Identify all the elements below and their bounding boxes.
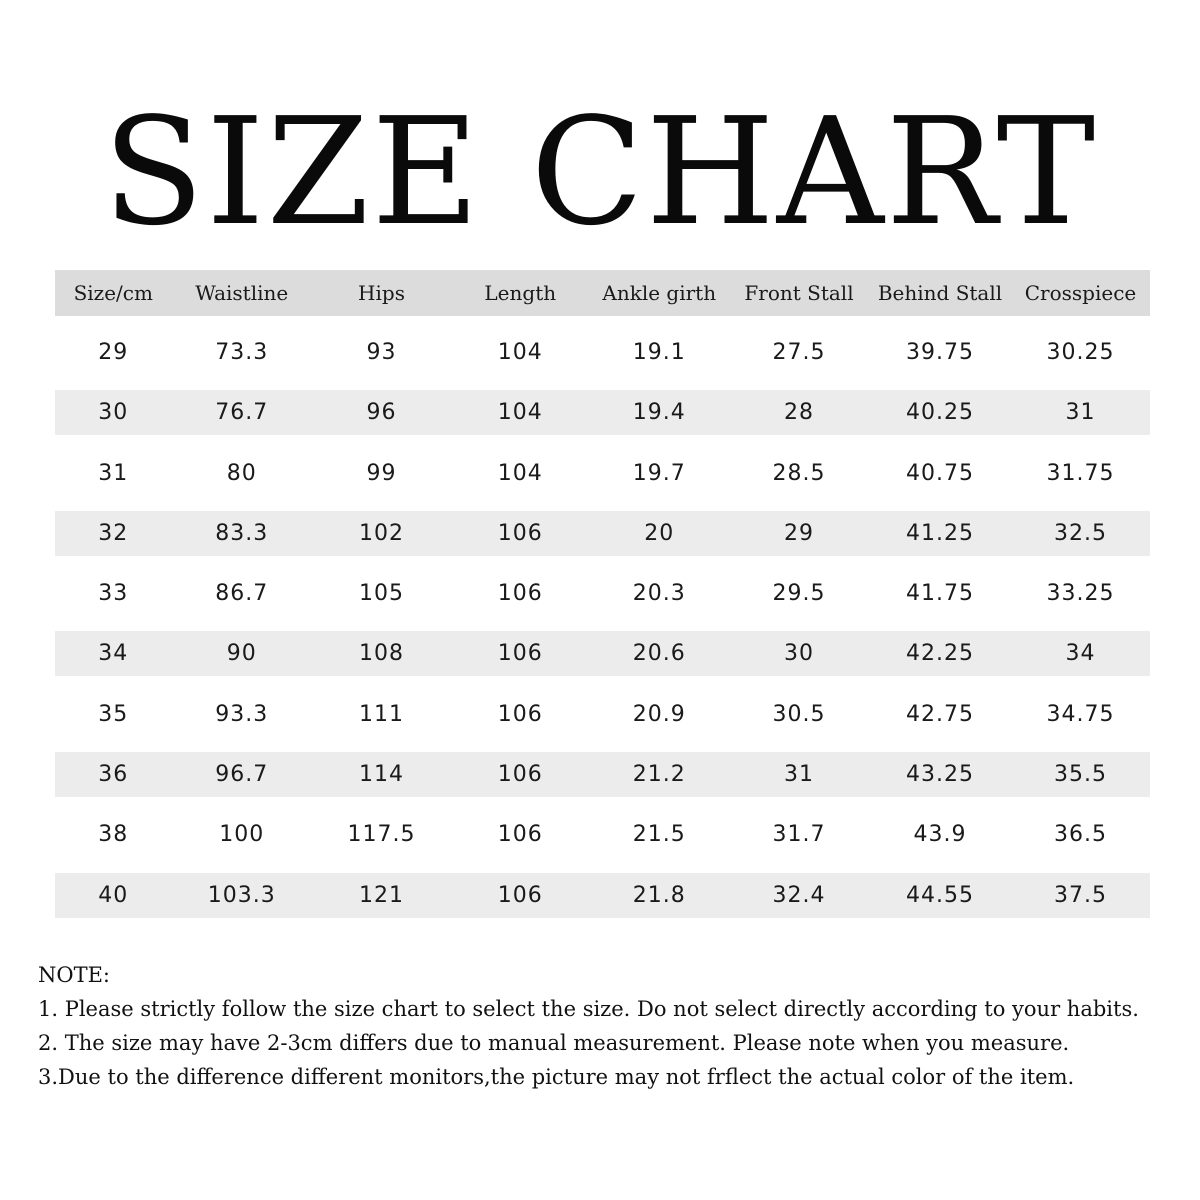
table-body (55, 330, 1150, 918)
table-cell: 106 (497, 581, 543, 607)
table-cell: 31.7 (772, 822, 826, 848)
table-cell: 30.25 (1046, 340, 1115, 365)
notes-heading: NOTE: (38, 963, 111, 987)
table-row (55, 330, 1150, 375)
table-cell: 35.5 (1054, 762, 1107, 788)
note-line-2: 2. The size may have 2-3cm differs due to manual measurement. Please note when you measure. (38, 1031, 1070, 1055)
table-cell: 96 (366, 400, 397, 426)
table-cell: 39.75 (906, 340, 974, 365)
table-cell: 28 (784, 400, 814, 426)
table-cell: 29 (98, 340, 129, 365)
table-cell: 43.25 (906, 762, 974, 788)
table-cell: 31 (98, 460, 129, 486)
table-cell: 105 (359, 581, 404, 607)
table-cell: 34 (98, 641, 129, 667)
table-cell: 104 (497, 460, 543, 486)
table-cell: 35 (98, 701, 129, 727)
table-cell: 36.5 (1054, 822, 1107, 848)
table-cell: 42.25 (906, 641, 974, 667)
table-cell: 106 (497, 822, 543, 848)
table-row (55, 631, 1150, 676)
table-cell: 20 (644, 520, 675, 546)
table-cell: 21.5 (632, 822, 686, 848)
table-cell: 28.5 (772, 460, 826, 486)
column-header: Size/cm (73, 281, 153, 305)
table-cell: 103.3 (207, 882, 276, 908)
table-cell: 106 (497, 520, 543, 546)
table-cell: 106 (497, 882, 543, 908)
table-cell: 41.25 (906, 520, 974, 546)
table-cell: 76.7 (215, 400, 269, 426)
table-cell: 104 (497, 340, 543, 365)
column-header: Hips (358, 281, 405, 305)
note-line-1: 1. Please strictly follow the size chart to select the size. Do not select directly according to your habits. (38, 997, 1139, 1021)
table-cell: 32 (98, 520, 129, 546)
table-cell: 96.7 (215, 762, 269, 788)
table-cell: 90 (226, 641, 257, 667)
table-cell: 86.7 (215, 581, 269, 607)
table-cell: 27.5 (772, 340, 826, 365)
table-cell: 32.5 (1054, 520, 1107, 546)
table-cell: 83.3 (215, 520, 269, 546)
table-cell: 106 (497, 701, 543, 727)
table-cell: 80 (226, 460, 257, 486)
note-line-3: 3.Due to the difference different monitors,the picture may not frflect the actual color of the item. (38, 1065, 1075, 1089)
table-cell: 106 (497, 641, 543, 667)
page-title: SIZE CHART (102, 86, 1098, 258)
table-cell: 34.75 (1046, 701, 1115, 727)
table-cell: 40.75 (906, 460, 974, 486)
table-cell: 20.9 (632, 701, 686, 727)
table-cell: 21.8 (632, 882, 686, 908)
table-row (55, 873, 1150, 918)
table-cell: 106 (497, 762, 543, 788)
table-cell: 93 (366, 340, 397, 365)
table-cell: 29 (784, 520, 814, 546)
table-cell: 36 (98, 762, 129, 788)
table-cell: 21.2 (632, 762, 686, 788)
table-cell: 31 (784, 762, 814, 788)
table-cell: 30.5 (772, 701, 826, 727)
table-cell: 31 (1065, 400, 1096, 426)
table-cell: 41.75 (906, 581, 974, 607)
table-cell: 114 (359, 762, 404, 788)
table-cell: 34 (1065, 641, 1096, 667)
table-row (55, 752, 1150, 797)
table-cell: 100 (219, 822, 265, 848)
column-header: Behind Stall (877, 281, 1003, 305)
table-header-row (55, 270, 1150, 316)
table-cell: 30 (784, 641, 814, 667)
table-cell: 102 (359, 520, 404, 546)
table-row (55, 451, 1150, 496)
table-cell: 33.25 (1046, 581, 1115, 607)
notes-section (38, 958, 1188, 1094)
column-header: Length (484, 281, 557, 305)
table-cell: 111 (359, 701, 404, 727)
table-row (55, 390, 1150, 435)
table-cell: 30 (98, 400, 129, 426)
size-table (55, 270, 1150, 933)
table-cell: 19.4 (632, 400, 686, 426)
table-cell: 43.9 (913, 822, 967, 848)
table-cell: 73.3 (215, 340, 269, 365)
table-cell: 40 (98, 882, 129, 908)
table-cell: 108 (359, 641, 404, 667)
table-cell: 99 (366, 460, 397, 486)
table-row (55, 571, 1150, 616)
table-cell: 37.5 (1054, 882, 1107, 908)
column-header: Crosspiece (1024, 281, 1137, 305)
table-cell: 42.75 (906, 701, 974, 727)
table-cell: 121 (359, 882, 404, 908)
table-row (55, 511, 1150, 556)
column-header: Front Stall (744, 281, 854, 305)
table-row (55, 812, 1150, 857)
column-header: Ankle girth (602, 281, 717, 305)
table-cell: 104 (497, 400, 543, 426)
table-cell: 44.55 (906, 882, 974, 908)
table-cell: 40.25 (906, 400, 974, 426)
table-cell: 38 (98, 822, 129, 848)
table-cell: 32.4 (772, 882, 826, 908)
table-cell: 31.75 (1046, 460, 1115, 486)
column-header: Waistline (195, 281, 289, 305)
table-cell: 19.7 (632, 460, 686, 486)
table-cell: 33 (98, 581, 129, 607)
table-cell: 29.5 (772, 581, 826, 607)
table-row (55, 692, 1150, 737)
table-cell: 93.3 (215, 701, 269, 727)
table-cell: 20.6 (632, 641, 686, 667)
table-cell: 117.5 (347, 822, 416, 848)
table-cell: 20.3 (632, 581, 686, 607)
table-cell: 19.1 (632, 340, 686, 365)
